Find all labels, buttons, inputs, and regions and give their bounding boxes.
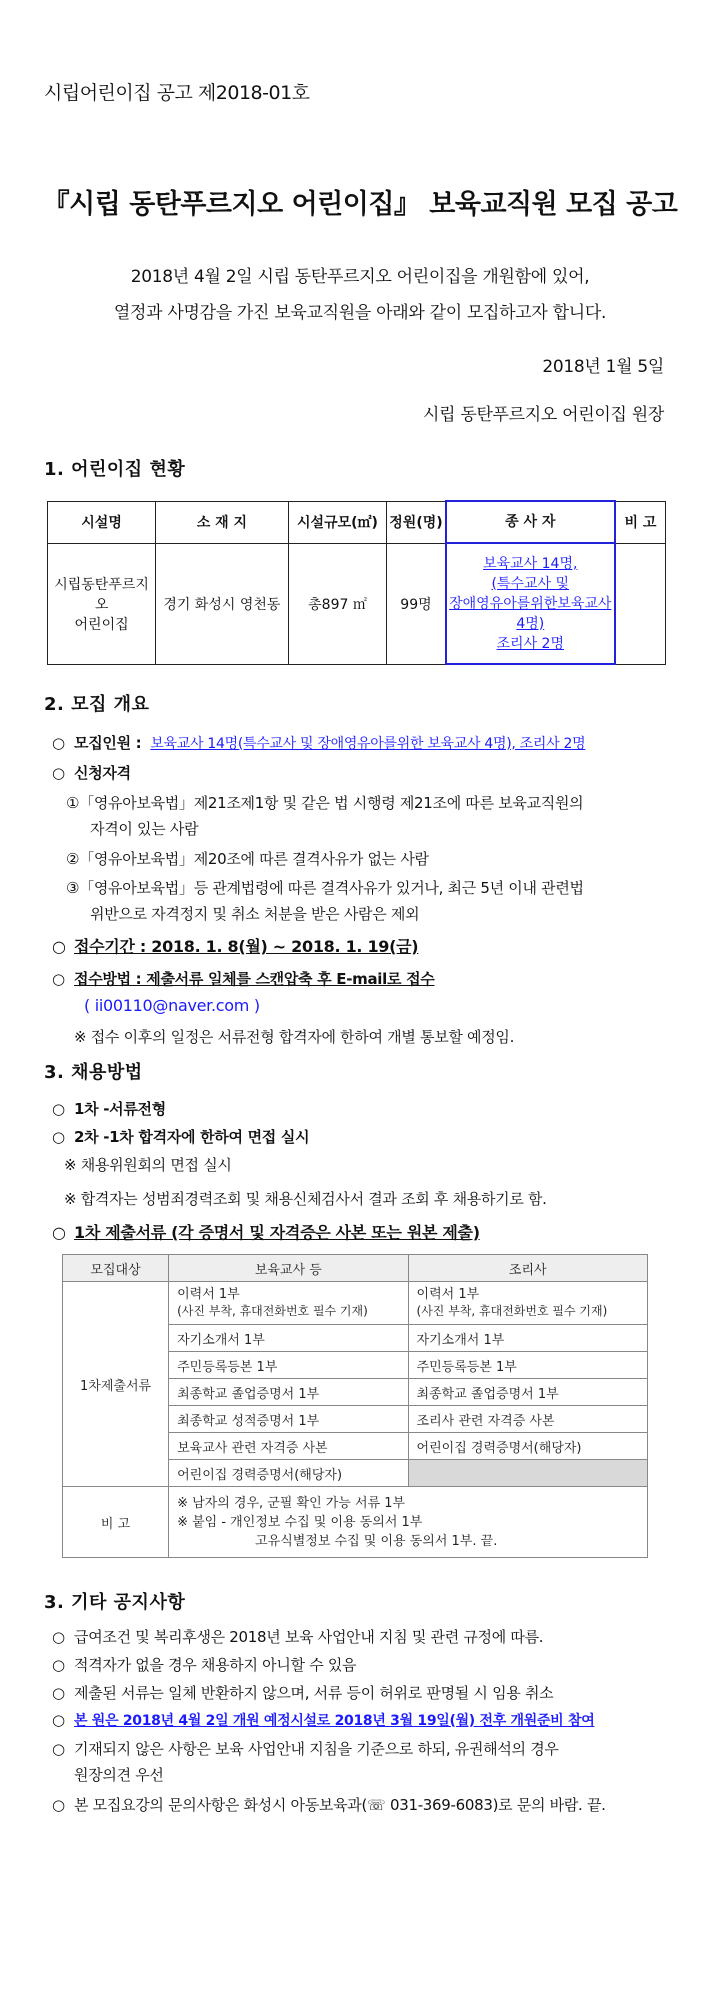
capacity-cell: 99명: [387, 543, 446, 664]
page-title: 『시립 동탄푸르지오 어린이집』 보육교직원 모집 공고: [42, 189, 678, 220]
header-capacity: 정원(명): [387, 501, 446, 543]
header-teacher: 보육교사 등: [169, 1255, 408, 1282]
documents-heading: ○ 1차 제출서류 (각 증명서 및 자격증은 사본 또는 원본 제출): [52, 1223, 480, 1242]
intro-line-1: 2018년 4월 2일 시립 동탄푸르지오 어린이집을 개원함에 있어,: [130, 267, 590, 287]
size-cell: 총897 ㎡: [288, 543, 387, 664]
staff-cell: 보육교사 14명, (특수교사 및 장애영유아를위한보육교사 4명) 조리사 2명: [446, 543, 615, 664]
qualification-2: ②「영유아보육법」제20조에 따른 결격사유가 없는 사람: [66, 850, 429, 868]
cook-doc-resident: 주민등록등본 1부: [408, 1352, 647, 1379]
signature: 시립 동탄푸르지오 어린이집 원장: [422, 405, 664, 425]
schedule-note: ※ 접수 이후의 일정은 서류전형 합격자에 한하여 개별 통보할 예정임.: [74, 1028, 515, 1046]
remarks-label: 비 고: [63, 1487, 169, 1558]
cook-doc-intro: 자기소개서 1부: [408, 1325, 647, 1352]
notice-item-2: ○ 적격자가 없을 경우 채용하지 아니할 수 있음: [52, 1656, 357, 1674]
teacher-doc-graduation: 최종학교 졸업증명서 1부: [169, 1379, 408, 1406]
qualification-3: ③「영유아보육법」등 관계법령에 따른 결격사유가 있거나, 최근 5년 이내 관련법: [66, 879, 584, 897]
section-4-heading: 3. 기타 공지사항: [44, 1592, 186, 1613]
interview-note: ※ 채용위원회의 면접 실시: [64, 1156, 232, 1174]
qualification-label: ○ 신청자격: [52, 764, 131, 782]
cook-doc-career: 어린이집 경력증명서(해당자): [408, 1433, 647, 1460]
intro-line-2: 열정과 사명감을 가진 보육교직원을 아래와 같이 모집하고자 합니다.: [113, 303, 607, 323]
cook-doc-empty: [408, 1460, 647, 1487]
teacher-doc-resident: 주민등록등본 1부: [169, 1352, 408, 1379]
step-2: ○ 2차 -1차 합격자에 한하여 면접 실시: [52, 1128, 310, 1146]
header-cook: 조리사: [408, 1255, 647, 1282]
teacher-doc-transcript: 최종학교 성적증명서 1부: [169, 1406, 408, 1433]
facility-table-header: [48, 501, 666, 543]
documents-row-label: 1차제출서류: [63, 1282, 169, 1487]
hiring-note: ※ 합격자는 성범죄경력조회 및 채용신체검사서 결과 조회 후 채용하기로 함.: [64, 1190, 547, 1208]
remarks-cell: ※ 남자의 경우, 군필 확인 가능 서류 1부 ※ 붙임 - 개인정보 수집 및 이용 동의서 1부 고유식별정보 수집 및 이용 동의서 1부. 끝.: [169, 1487, 648, 1558]
location-cell: 경기 화성시 영천동: [156, 543, 288, 664]
notice-date: 2018년 1월 5일: [542, 357, 664, 377]
recruit-value: 보육교사 14명(특수교사 및 장애영유아를위한 보육교사 4명), 조리사 2명: [150, 736, 586, 752]
header-target: 모집대상: [63, 1255, 169, 1282]
method-line: ○ 접수방법 : 제출서류 일체를 스캔압축 후 E-mail로 접수: [52, 970, 435, 988]
recruit-line: ○ 모집인원 : 보육교사 14명(특수교사 및 장애영유아를위한 보육교사 4명), 조리사 2명: [52, 734, 586, 752]
notice-item-1: ○ 급여조건 및 복리후생은 2018년 보육 사업안내 지침 및 관련 규정에 따름.: [52, 1628, 544, 1646]
qualification-1: ①「영유아보육법」제21조제1항 및 같은 법 시행령 제21조에 따른 보육교직원의: [66, 794, 584, 812]
notice-item-6: ○ 본 모집요강의 문의사항은 화성시 아동보육과(☏ 031-369-6083)로 문의 바람. 끝.: [52, 1796, 606, 1814]
header-location: 소 재 지: [156, 501, 288, 543]
note-cell: [615, 543, 666, 664]
header-staff: 종 사 자: [446, 501, 615, 543]
header-note: 비 고: [615, 501, 666, 543]
teacher-doc-career: 어린이집 경력증명서(해당자): [169, 1460, 408, 1487]
step-1: ○ 1차 -서류전형: [52, 1100, 166, 1118]
header-size: 시설규모(㎡): [288, 501, 387, 543]
notice-number: 시립어린이집 공고 제2018-01호: [44, 82, 310, 104]
section-1-heading: 1. 어린이집 현황: [44, 459, 186, 480]
remarks-row: [63, 1487, 648, 1558]
notice-item-3: ○ 제출된 서류는 일체 반환하지 않으며, 서류 등이 허위로 판명될 시 임용 취소: [52, 1684, 554, 1702]
qualification-1-cont: 자격이 있는 사람: [90, 820, 199, 838]
section-2-heading: 2. 모집 개요: [44, 694, 150, 715]
documents-table-header: [63, 1255, 648, 1282]
email-address[interactable]: ( ii00110@naver.com ): [84, 996, 260, 1015]
cook-doc-resume: 이력서 1부 (사진 부착, 휴대전화번호 필수 기재): [408, 1282, 647, 1325]
facility-table: [47, 500, 666, 665]
notice-item-5-cont: 원장의견 우선: [74, 1766, 164, 1784]
teacher-doc-intro: 자기소개서 1부: [169, 1325, 408, 1352]
teacher-doc-resume: 이력서 1부 (사진 부착, 휴대전화번호 필수 기재): [169, 1282, 408, 1325]
section-3-heading: 3. 채용방법: [44, 1062, 143, 1083]
documents-row: [63, 1282, 648, 1325]
facility-table-row: [48, 543, 666, 664]
cook-doc-graduation: 최종학교 졸업증명서 1부: [408, 1379, 647, 1406]
notice-item-5: ○ 기재되지 않은 사항은 보육 사업안내 지침을 기준으로 하되, 유권해석의 경우: [52, 1740, 559, 1758]
notice-item-4: ○ 본 원은 2018년 4월 2일 개원 예정시설로 2018년 3월 19일(월) 전후 개원준비 참여: [52, 1711, 595, 1729]
facility-name-cell: 시립동탄푸르지오 어린이집: [48, 543, 156, 664]
documents-table: [62, 1254, 648, 1558]
cook-doc-license: 조리사 관련 자격증 사본: [408, 1406, 647, 1433]
period-line: ○ 접수기간 : 2018. 1. 8(월) ~ 2018. 1. 19(금): [52, 937, 419, 956]
teacher-doc-license: 보육교사 관련 자격증 사본: [169, 1433, 408, 1460]
header-facility-name: 시설명: [48, 501, 156, 543]
qualification-3-cont: 위반으로 자격정지 및 취소 처분을 받은 사람은 제외: [90, 905, 420, 923]
